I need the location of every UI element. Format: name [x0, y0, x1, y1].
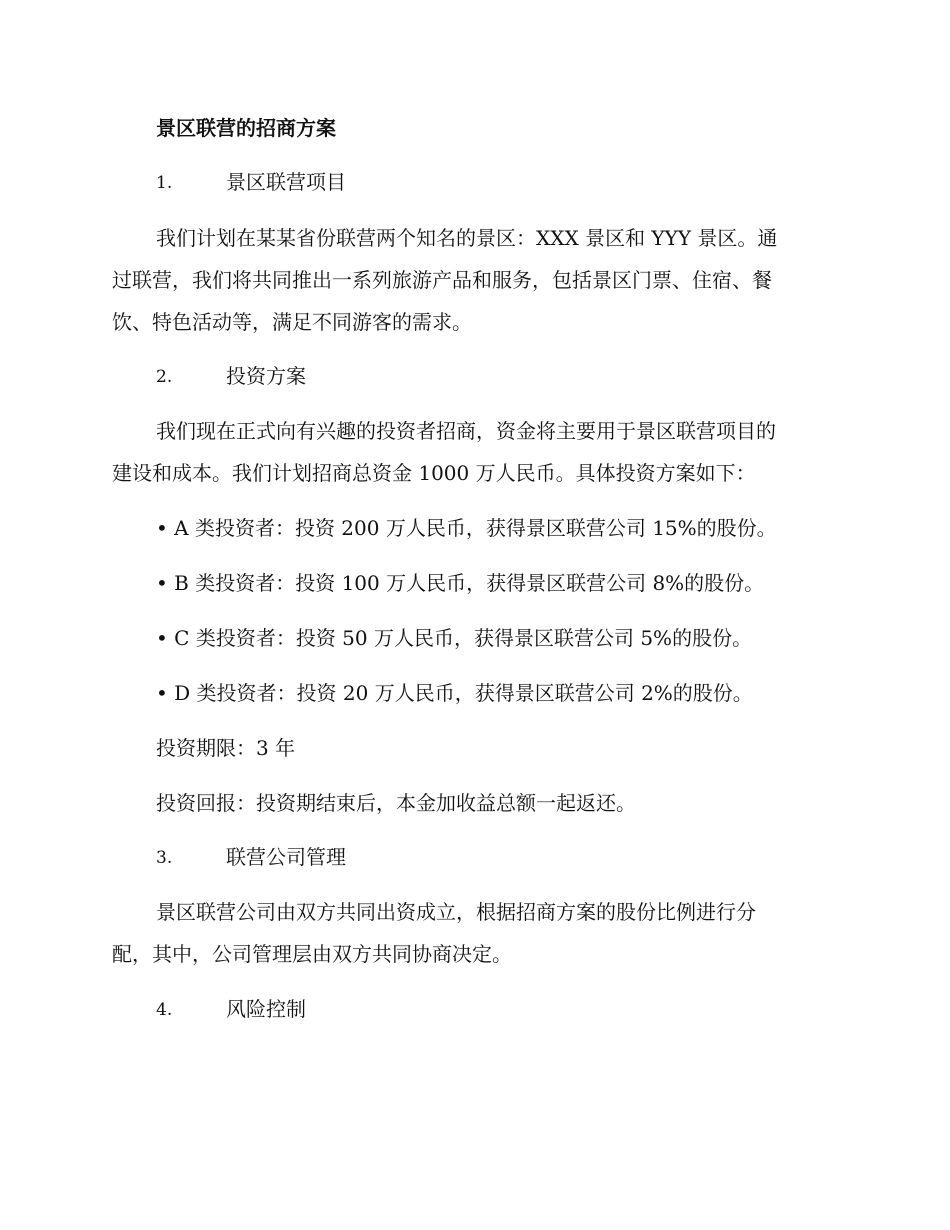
section-1-heading: 景区联营项目	[226, 170, 346, 194]
section-2-heading: 投资方案	[226, 364, 306, 388]
investor-item-c: • C 类投资者：投资 50 万人民币，获得景区联营公司 5%的股份。	[156, 626, 753, 650]
investor-item-a: • A 类投资者：投资 200 万人民币，获得景区联营公司 15%的股份。	[156, 516, 777, 540]
section-3-number: 3.	[156, 848, 173, 868]
investment-return: 投资回报：投资期结束后，本金加收益总额一起返还。	[156, 791, 636, 815]
section-4-number: 4.	[156, 1000, 173, 1020]
document-title: 景区联营的招商方案	[156, 116, 336, 140]
section-2-number: 2.	[156, 367, 173, 387]
section-3-paragraph-line-2: 配，其中，公司管理层由双方共同协商决定。	[112, 942, 512, 966]
investor-item-d: • D 类投资者：投资 20 万人民币，获得景区联营公司 2%的股份。	[156, 681, 753, 705]
section-3-heading: 联营公司管理	[226, 845, 346, 869]
section-1-paragraph-line-1: 我们计划在某某省份联营两个知名的景区：XXX 景区和 YYY 景区。通	[156, 226, 778, 250]
section-3-paragraph-line-1: 景区联营公司由双方共同出资成立，根据招商方案的股份比例进行分	[156, 900, 756, 924]
section-1-paragraph-line-2: 过联营，我们将共同推出一系列旅游产品和服务，包括景区门票、住宿、餐	[112, 268, 772, 292]
section-2-paragraph-line-2: 建设和成本。我们计划招商总资金 1000 万人民币。具体投资方案如下：	[112, 461, 756, 485]
section-1-number: 1.	[156, 173, 173, 193]
investor-item-b: • B 类投资者：投资 100 万人民币，获得景区联营公司 8%的股份。	[156, 571, 765, 595]
investment-term: 投资期限：3 年	[156, 736, 296, 760]
section-2-paragraph-line-1: 我们现在正式向有兴趣的投资者招商，资金将主要用于景区联营项目的	[156, 419, 776, 443]
section-4-heading: 风险控制	[226, 997, 306, 1021]
section-1-paragraph-line-3: 饮、特色活动等，满足不同游客的需求。	[112, 310, 472, 334]
